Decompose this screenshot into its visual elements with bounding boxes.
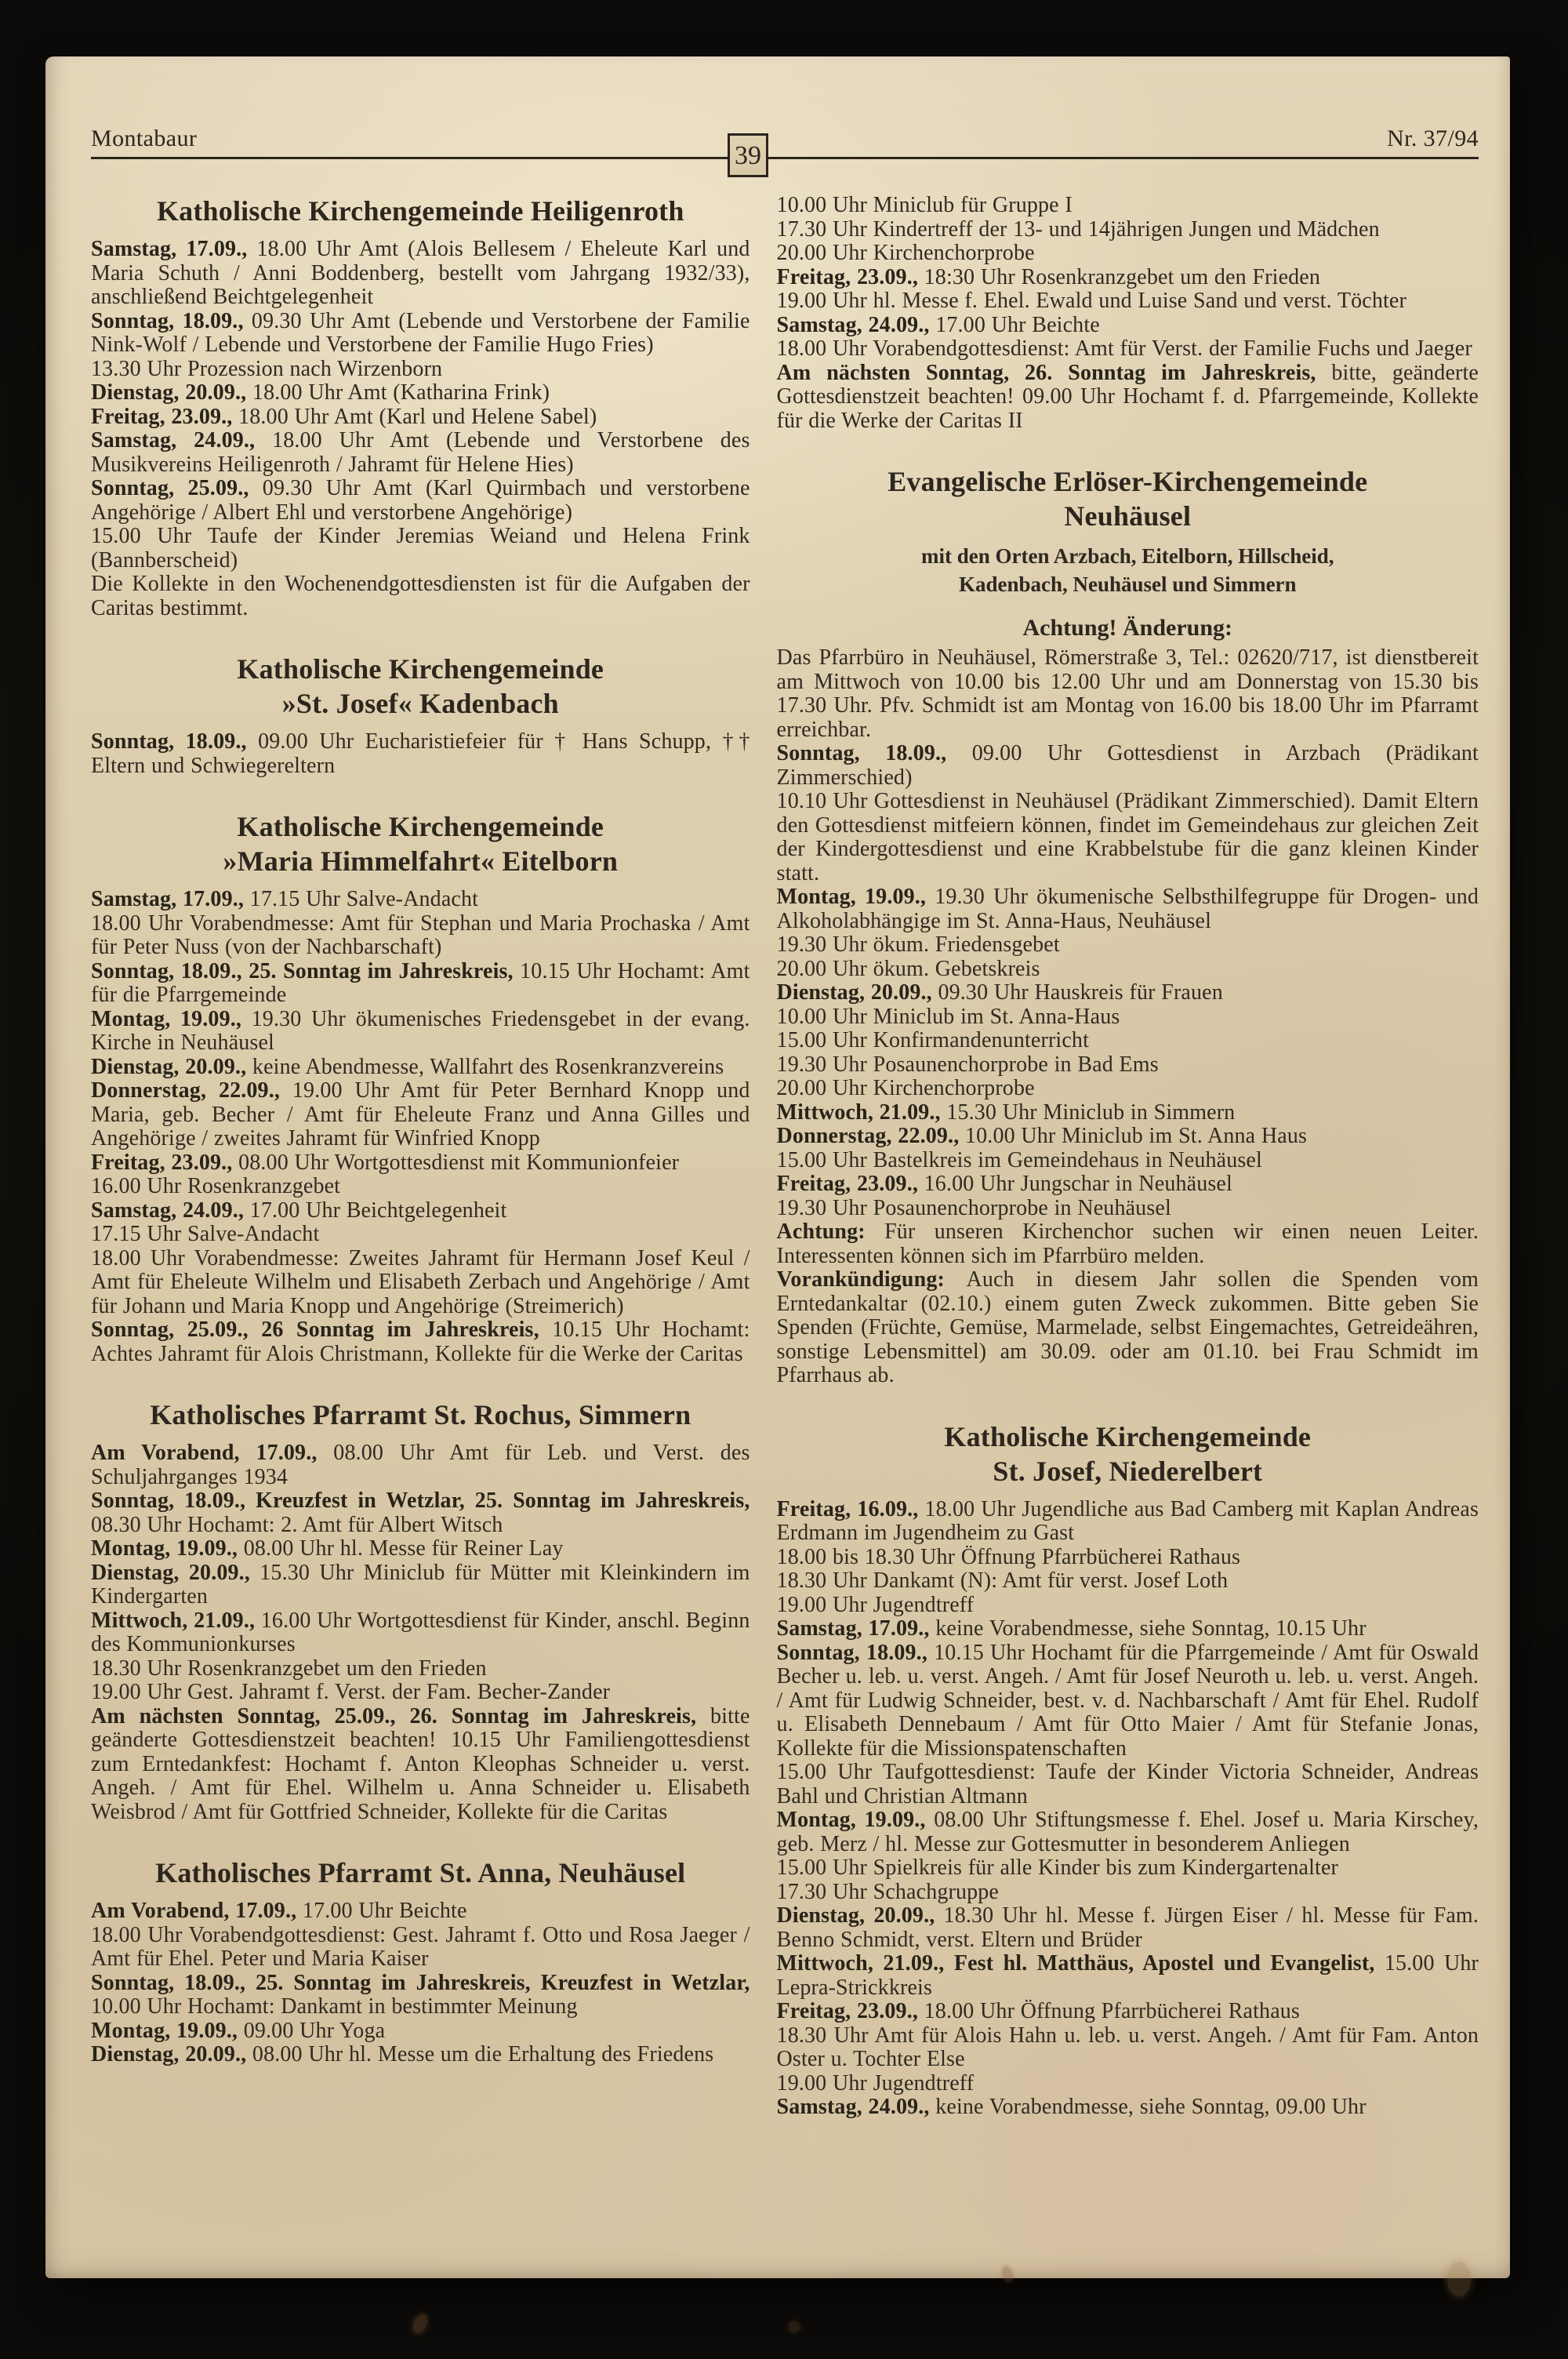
schedule-paragraph: 17.30 Uhr Schachgruppe [776, 1879, 999, 1904]
date-lead: Montag, 19.09., [91, 1536, 244, 1561]
section-heading-line: »Maria Himmelfahrt« Eitelborn [223, 845, 619, 877]
schedule-paragraph: 10.00 Uhr Miniclub für Gruppe I [776, 193, 1073, 217]
schedule-paragraph: Samstag, 24.09., 18.00 Uhr Amt (Lebende und Verstorbene des Musikvereins Heiligenroth / Jahramt für Helene Hies) [91, 428, 750, 477]
section-subtitle: Achtung! Änderung: [1022, 615, 1233, 641]
schedule-paragraph: Am nächsten Sonntag, 26. Sonntag im Jahreskreis, bitte, geänderte Gottesdienstzeit beachten! 09.00 Uhr Hochamt f. d. Pfarrgemeinde, Kollekte für die Werke der Caritas II [776, 360, 1479, 433]
date-lead: Am Vorabend, 17.09., [91, 1441, 334, 1465]
schedule-paragraph: Dienstag, 20.09., 15.30 Uhr Miniclub für Mütter mit Kleinkindern im Kindergarten [91, 1560, 750, 1608]
section-heading-line: St. Josef, Niederelbert [993, 1455, 1263, 1487]
schedule-paragraph: Achtung: Für unseren Kirchenchor suchen wir einen neuen Leiter. Interessenten können sich im Pfarrbüro melden. [776, 1219, 1479, 1268]
page-number-box: 39 [728, 133, 768, 177]
date-lead: Dienstag, 20.09., [91, 2042, 252, 2066]
schedule-paragraph: Samstag, 24.09., keine Vorabendmesse, siehe Sonntag, 09.00 Uhr [776, 2095, 1367, 2119]
section-heading [91, 194, 750, 228]
schedule-paragraph: Montag, 19.09., 08.00 Uhr hl. Messe für Reiner Lay [91, 1536, 564, 1561]
date-lead: Dienstag, 20.09., [91, 1054, 252, 1079]
schedule-paragraph: Samstag, 24.09., 17.00 Uhr Beichtgelegenheit [91, 1198, 507, 1223]
schedule-paragraph: Montag, 19.09., 19.30 Uhr ökumenisches Friedensgebet in der evang. Kirche in Neuhäusel [91, 1006, 750, 1055]
section-josef-niederelbert [777, 1419, 1479, 2120]
schedule-paragraph: Freitag, 23.09., 18.00 Uhr Amt (Karl und Helene Sabel) [91, 404, 597, 429]
date-lead: Dienstag, 20.09., [91, 1560, 260, 1585]
schedule-paragraph: Donnerstag, 22.09., 10.00 Uhr Miniclub im St. Anna Haus [776, 1124, 1308, 1148]
date-lead: Mittwoch, 21.09., [91, 1608, 261, 1633]
schedule-paragraph: Dienstag, 20.09., keine Abendmesse, Wallfahrt des Rosenkranzvereins [91, 1054, 724, 1079]
schedule-paragraph: 10.00 Uhr Miniclub im St. Anna-Haus [776, 1004, 1120, 1029]
date-lead: Freitag, 23.09., [776, 1172, 924, 1196]
date-lead: Freitag, 16.09., [776, 1496, 925, 1521]
header-rule [91, 141, 1479, 170]
schedule-paragraph: Montag, 19.09., 09.00 Uhr Yoga [91, 2018, 386, 2043]
date-lead: Am nächsten Sonntag, 25.09., 26. Sonntag im Jahreskreis, [91, 1703, 711, 1728]
schedule-paragraph: Die Kollekte in den Wochenendgottesdiensten ist für die Aufgaben der Caritas bestimmt. [91, 572, 750, 620]
schedule-paragraph: Dienstag, 20.09., 08.00 Uhr hl. Messe um die Erhaltung des Friedens [91, 2042, 714, 2066]
date-lead: Samstag, 24.09., [91, 428, 273, 453]
date-lead: Sonntag, 25.09., 26 Sonntag im Jahreskreis, [91, 1318, 553, 1342]
schedule-paragraph: 15.00 Uhr Taufe der Kinder Jeremias Weiand und Helena Frink (Bannberscheid) [91, 524, 750, 572]
paper-stain [789, 2321, 800, 2332]
schedule-paragraph: Samstag, 17.09., 17.15 Uhr Salve-Andacht [91, 887, 479, 911]
schedule-paragraph: Samstag, 17.09., 18.00 Uhr Amt (Alois Bellesem / Eheleute Karl und Maria Schuth / Anni Boddenberg, bestellt vom Jahrgang 1932/33), anschließend Beichtgelegenheit [91, 237, 750, 309]
date-lead: Freitag, 23.09., [91, 1150, 239, 1175]
schedule-paragraph: Samstag, 24.09., 17.00 Uhr Beichte [776, 312, 1100, 337]
schedule-paragraph: 15.00 Uhr Taufgottesdienst: Taufe der Kinder Victoria Schneider, Andreas Bahl und Christian Altmann [776, 1760, 1479, 1808]
schedule-paragraph: 13.30 Uhr Prozession nach Wirzenborn [91, 356, 443, 381]
column-left [91, 194, 750, 2120]
schedule-paragraph: 18.00 bis 18.30 Uhr Öffnung Pfarrbücherei Rathaus [776, 1544, 1241, 1569]
section-heading-line: Katholisches Pfarramt St. Anna, Neuhäusel [155, 1857, 686, 1888]
date-lead: Montag, 19.09., [91, 1006, 252, 1031]
schedule-paragraph: Freitag, 23.09., 16.00 Uhr Jungschar in Neuhäusel [776, 1172, 1232, 1196]
schedule-paragraph: 19.00 Uhr hl. Messe f. Ehel. Ewald und Luise Sand und verst. Töchter [776, 289, 1406, 313]
date-lead: Sonntag, 18.09., 25. Sonntag im Jahreskreis, [91, 958, 521, 983]
date-lead: Dienstag, 20.09., [776, 980, 938, 1005]
schedule-paragraph: Mittwoch, 21.09., 16.00 Uhr Wortgottesdienst für Kinder, anschl. Beginn des Kommunionkurses [91, 1608, 750, 1656]
header-issue-number: Nr. 37/94 [1387, 125, 1479, 151]
schedule-paragraph: 19.30 Uhr ökum. Friedensgebet [776, 932, 1060, 957]
date-lead: Donnerstag, 22.09., [91, 1078, 292, 1103]
schedule-paragraph: Sonntag, 18.09., 25. Sonntag im Jahreskreis, Kreuzfest in Wetzlar, 10.00 Uhr Hochamt: Dankamt in bestimmter Meinung [91, 1970, 750, 2019]
schedule-paragraph: Dienstag, 20.09., 18.30 Uhr hl. Messe f. Jürgen Eiser / hl. Messe für Fam. Benno Schmidt, verst. Eltern und Brüder [776, 1903, 1479, 1952]
schedule-paragraph: 20.00 Uhr Kirchenchorprobe [776, 1076, 1035, 1100]
section-anna-neuhaeusel-fortsetzung [777, 194, 1479, 433]
date-lead: Freitag, 23.09., [91, 404, 239, 429]
schedule-paragraph: Sonntag, 18.09., 25. Sonntag im Jahreskreis, 10.15 Uhr Hochamt: Amt für die Pfarrgemeinde [91, 958, 750, 1007]
page-header [91, 125, 1479, 152]
date-lead: Montag, 19.09., [776, 885, 935, 909]
schedule-paragraph: Am Vorabend, 17.09., 08.00 Uhr Amt für Leb. und Verst. des Schuljahrganges 1934 [91, 1441, 750, 1489]
section-note-line: Kadenbach, Neuhäusel und Simmern [958, 572, 1297, 596]
schedule-paragraph: Donnerstag, 22.09., 19.00 Uhr Amt für Peter Bernhard Knopp und Maria, geb. Becher / Amt für Eheleute Franz und Anna Gilles und Angehörige / zweites Jahramt für Winfried Knopp [91, 1078, 750, 1150]
date-lead: Sonntag, 18.09., [91, 729, 259, 754]
schedule-paragraph: 15.00 Uhr Bastelkreis im Gemeindehaus in Neuhäusel [776, 1147, 1262, 1172]
schedule-paragraph: Sonntag, 18.09., 09.00 Uhr Gottesdienst in Arzbach (Prädikant Zimmerschied) [776, 741, 1479, 790]
paper-stain [1001, 2266, 1014, 2283]
schedule-paragraph: 18.00 Uhr Vorabendgottesdienst: Gest. Jahramt f. Otto und Rosa Jaeger / Amt für Ehel. Peter und Maria Kaiser [91, 1922, 750, 1971]
newspaper-page [45, 56, 1510, 2278]
schedule-paragraph: 17.15 Uhr Salve-Andacht [91, 1222, 320, 1246]
schedule-paragraph: Sonntag, 25.09., 09.30 Uhr Amt (Karl Quirmbach und verstorbene Angehörige / Albert Ehl und verstorbene Angehörige) [91, 476, 750, 525]
date-lead: Sonntag, 18.09., [776, 741, 972, 765]
date-lead: Freitag, 23.09., [776, 1999, 924, 2023]
date-lead: Am nächsten Sonntag, 26. Sonntag im Jahreskreis, [776, 360, 1332, 385]
paper-stain [410, 2312, 430, 2335]
schedule-paragraph: 17.30 Uhr Kindertreff der 13- und 14jährigen Jungen und Mädchen [776, 216, 1380, 242]
section-heading [91, 652, 750, 721]
section-evangelische-erloeser [777, 464, 1479, 1388]
date-lead: Mittwoch, 21.09., Fest hl. Matthäus, Apostel und Evangelist, [776, 1951, 1385, 1976]
section-heading [777, 1419, 1479, 1488]
section-heading-line: Katholisches Pfarramt St. Rochus, Simmern [150, 1399, 691, 1430]
schedule-paragraph: 18.30 Uhr Dankamt (N): Amt für verst. Josef Loth [776, 1568, 1229, 1593]
date-lead: Donnerstag, 22.09., [776, 1124, 965, 1148]
schedule-paragraph: Das Pfarrbüro in Neuhäusel, Römerstraße 3, Tel.: 02620/717, ist dienstbereit am Mittwoch von 10.00 bis 12.00 Uhr und am Donnerstag von 15.30 bis 17.30 Uhr. Pfv. Schmidt ist am Montag von 16.00 bis 18.00 Uhr im Pfarramt erreichbar. [776, 645, 1479, 742]
section-heading-line: Evangelische Erlöser-Kirchengemeinde [887, 466, 1368, 497]
section-anna-neuhaeusel [91, 1856, 750, 2067]
date-lead: Am Vorabend, 17.09., [91, 1899, 303, 1923]
section-kadenbach [91, 652, 750, 778]
section-heading-line: Neuhäusel [1064, 500, 1192, 532]
paper-stain [1447, 2262, 1471, 2296]
schedule-paragraph: Freitag, 23.09., 18:30 Uhr Rosenkranzgebet um den Frieden [776, 264, 1321, 289]
schedule-paragraph: Am nächsten Sonntag, 25.09., 26. Sonntag im Jahreskreis, bitte geänderte Gottesdienstzeit beachten! 10.15 Uhr Familiengottesdienst zum Erntedankfest: Hochamt f. Anton Kleophas Schneider u. verst. Angeh. / Amt für Ehel. Wilhelm u. Anna Schneider u. Elisabeth Weisbrod / Amt für Gottfried Schneider, Kollekte für die Caritas [91, 1703, 750, 1824]
schedule-paragraph: Sonntag, 18.09., 10.15 Uhr Hochamt für die Pfarrgemeinde / Amt für Oswald Becher u. leb. u. verst. Angeh. / Amt für Josef Neuroth u. leb. u. verst. Angeh. / Amt für Ludwig Schneider, best. v. d. Nachbarschaft / Amt für Ehel. Rudolf u. Elisabeth Dennebaum / Amt für Otto Maier / Amt für Stefanie Jonas, Kollekte für die Missionspatenschaften [776, 1640, 1479, 1761]
date-lead: Vorankündigung: [776, 1267, 967, 1292]
date-lead: Sonntag, 18.09., Kreuzfest in Wetzlar, 25. Sonntag im Jahreskreis, [91, 1488, 750, 1513]
date-lead: Samstag, 24.09., [91, 1198, 250, 1223]
schedule-paragraph: Freitag, 16.09., 18.00 Uhr Jugendliche aus Bad Camberg mit Kaplan Andreas Erdmann im Jugendheim zu Gast [776, 1496, 1479, 1545]
schedule-paragraph: 15.00 Uhr Spielkreis für alle Kinder bis zum Kindergartenalter [776, 1856, 1339, 1880]
schedule-paragraph: 18.30 Uhr Rosenkranzgebet um den Frieden [91, 1656, 487, 1681]
schedule-paragraph: 19.00 Uhr Jugendtreff [776, 2070, 975, 2095]
date-lead: Sonntag, 18.09., 25. Sonntag im Jahreskreis, Kreuzfest in Wetzlar, [91, 1970, 750, 1995]
section-heading-line: Katholische Kirchengemeinde [237, 653, 604, 685]
section-note-line: mit den Orten Arzbach, Eitelborn, Hillscheid, [921, 544, 1334, 568]
date-lead: Montag, 19.09., [91, 2018, 244, 2043]
section-heading-line: »St. Josef« Kadenbach [281, 688, 559, 719]
schedule-paragraph: 15.00 Uhr Konfirmandenunterricht [776, 1028, 1090, 1052]
schedule-paragraph: Sonntag, 18.09., 09.00 Uhr Eucharistiefeier für † Hans Schupp, †† Eltern und Schwiegereltern [91, 729, 750, 778]
date-lead: Samstag, 24.09., [776, 312, 936, 337]
schedule-paragraph: Dienstag, 20.09., 18.00 Uhr Amt (Katharina Frink) [91, 380, 550, 405]
section-heading [777, 464, 1479, 533]
date-lead: Dienstag, 20.09., [91, 380, 252, 405]
column-right [777, 194, 1479, 2120]
header-location: Montabaur [91, 125, 198, 151]
schedule-paragraph: 16.00 Uhr Rosenkranzgebet [91, 1174, 341, 1198]
schedule-paragraph: 20.00 Uhr ökum. Gebetskreis [776, 956, 1040, 981]
section-heading [91, 1856, 750, 1890]
schedule-paragraph: 18.00 Uhr Vorabendmesse: Zweites Jahramt für Hermann Josef Keul / Amt für Eheleute Wilhelm und Elisabeth Zerbach und Angehörige / Amt für Johann und Maria Knopp und Angehörige (Streimerich) [91, 1245, 750, 1318]
date-lead: Sonntag, 25.09., [91, 476, 263, 500]
schedule-paragraph: Freitag, 23.09., 18.00 Uhr Öffnung Pfarrbücherei Rathaus [776, 1999, 1300, 2023]
schedule-paragraph: Freitag, 23.09., 08.00 Uhr Wortgottesdienst mit Kommunionfeier [91, 1150, 680, 1175]
page-content [45, 56, 1510, 2120]
date-lead: Achtung: [776, 1219, 885, 1244]
date-lead: Samstag, 17.09., [776, 1616, 936, 1641]
section-heiligenroth [91, 194, 750, 620]
schedule-paragraph: Sonntag, 25.09., 26 Sonntag im Jahreskreis, 10.15 Uhr Hochamt: Achtes Jahramt für Alois Christmann, Kollekte für die Werke der Caritas [91, 1318, 750, 1366]
section-heading-line: Katholische Kirchengemeinde [944, 1420, 1312, 1452]
date-lead: Samstag, 17.09., [91, 887, 250, 911]
schedule-paragraph: Vorankündigung: Auch in diesem Jahr sollen die Spenden vom Erntedankaltar (02.10.) einem guten Zweck zukommen. Bitte geben Sie Spenden (Früchte, Gemüse, Marmelade, selbst Eingemachtes, Getreideähren, sonstige Lebensmittel) am 30.09. oder am 01.10. bei Frau Schmidt im Pfarrhaus ab. [776, 1267, 1479, 1387]
schedule-paragraph: Sonntag, 18.09., 09.30 Uhr Amt (Lebende und Verstorbene der Familie Nink-Wolf / Lebende und Verstorbene der Familie Hugo Fries) [91, 308, 750, 357]
date-lead: Sonntag, 18.09., [91, 308, 252, 333]
schedule-paragraph: Am Vorabend, 17.09., 17.00 Uhr Beichte [91, 1899, 467, 1923]
date-lead: Samstag, 24.09., [776, 2095, 936, 2119]
schedule-paragraph: 19.30 Uhr Posaunenchorprobe in Bad Ems [776, 1052, 1159, 1077]
date-lead: Samstag, 17.09., [91, 237, 257, 261]
columns [91, 194, 1479, 2120]
schedule-paragraph: Dienstag, 20.09., 09.30 Uhr Hauskreis für Frauen [776, 980, 1223, 1005]
schedule-paragraph: 19.00 Uhr Gest. Jahramt f. Verst. der Fam. Becher-Zander [91, 1680, 611, 1704]
schedule-paragraph: 10.10 Uhr Gottesdienst in Neuhäusel (Prädikant Zimmerschied). Damit Eltern den Gottesdienst mitfeiern können, findet im Gemeindehaus zur gleichen Zeit der Kindergottesdienst und eine Krabbelstube für die ganz kleinen Kinder statt. [776, 789, 1479, 885]
date-lead: Mittwoch, 21.09., [776, 1100, 947, 1125]
schedule-paragraph: Mittwoch, 21.09., Fest hl. Matthäus, Apostel und Evangelist, 15.00 Uhr Lepra-Strickkreis [776, 1951, 1479, 2000]
schedule-paragraph: 19.00 Uhr Jugendtreff [776, 1592, 975, 1617]
section-rochus-simmern [91, 1398, 750, 1824]
date-lead: Dienstag, 20.09., [776, 1903, 944, 1928]
schedule-paragraph: 18.00 Uhr Vorabendmesse: Amt für Stephan und Maria Prochaska / Amt für Peter Nuss (von der Nachbarschaft) [91, 911, 750, 959]
date-lead: Freitag, 23.09., [776, 264, 924, 289]
date-lead: Montag, 19.09., [776, 1808, 935, 1832]
schedule-paragraph: 20.00 Uhr Kirchenchorprobe [776, 241, 1035, 265]
schedule-paragraph: 18.00 Uhr Vorabendgottesdienst: Amt für Verst. der Familie Fuchs und Jaeger [776, 336, 1472, 361]
section-heading-line: Katholische Kirchengemeinde Heiligenroth [156, 195, 684, 227]
schedule-paragraph: Montag, 19.09., 19.30 Uhr ökumenische Selbsthilfegruppe für Drogen- und Alkoholabhängige im St. Anna-Haus, Neuhäusel [776, 885, 1479, 933]
schedule-paragraph: 19.30 Uhr Posaunenchorprobe in Neuhäusel [776, 1195, 1171, 1220]
schedule-paragraph: Mittwoch, 21.09., 15.30 Uhr Miniclub in Simmern [776, 1100, 1236, 1125]
date-lead: Sonntag, 18.09., [776, 1640, 935, 1665]
section-heading [91, 1398, 750, 1432]
section-heading [91, 809, 750, 878]
section-heading-line: Katholische Kirchengemeinde [237, 811, 604, 842]
schedule-paragraph: 18.30 Uhr Amt für Alois Hahn u. leb. u. verst. Angeh. / Amt für Fam. Anton Oster u. Tochter Else [776, 2023, 1479, 2071]
schedule-paragraph: Sonntag, 18.09., Kreuzfest in Wetzlar, 25. Sonntag im Jahreskreis, 08.30 Uhr Hochamt: 2. Amt für Albert Witsch [91, 1488, 750, 1537]
section-eitelborn [91, 809, 750, 1366]
schedule-paragraph: Montag, 19.09., 08.00 Uhr Stiftungsmesse f. Ehel. Josef u. Maria Kirschey, geb. Merz / hl. Messe zur Gottesmutter in besonderem Anliegen [776, 1808, 1479, 1856]
schedule-paragraph: Samstag, 17.09., keine Vorabendmesse, siehe Sonntag, 10.15 Uhr [776, 1616, 1367, 1641]
